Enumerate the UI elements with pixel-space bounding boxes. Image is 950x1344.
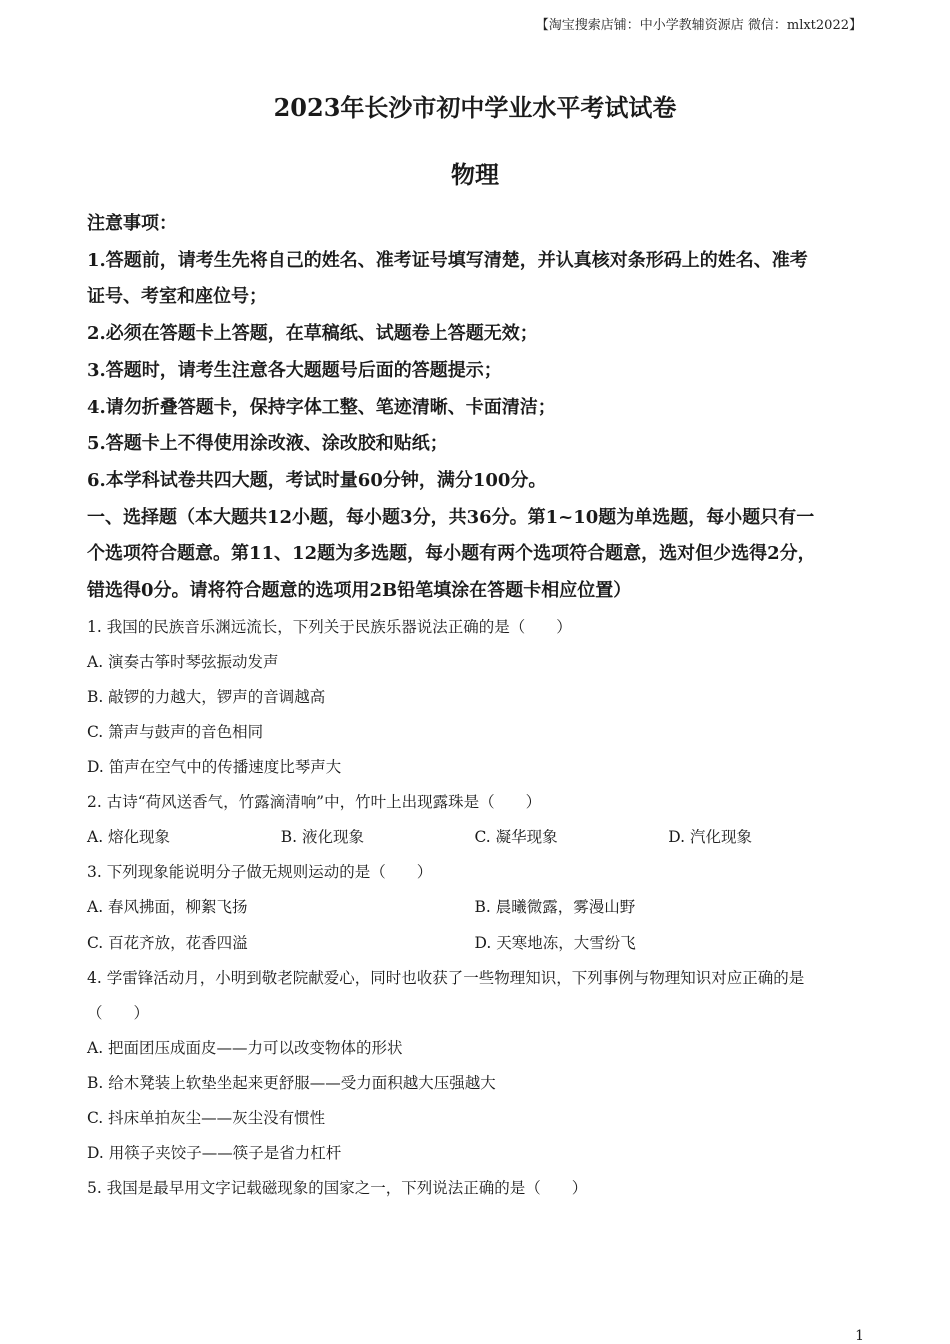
page-number: 1 (855, 1328, 864, 1344)
question-2-stem: 2. 古诗“荷风送香气，竹露滴清响”中，竹叶上出现露珠是（ ） (87, 793, 542, 812)
question-2-option: B. 液化现象 (280, 828, 364, 847)
question-3-option: D. 天寒地冻，大雪纷飞 (474, 933, 636, 952)
question-4-option: D. 用筷子夹饺子——筷子是省力杠杆 (87, 1144, 342, 1163)
question-1-option: C. 箫声与鼓声的音色相同 (87, 723, 264, 742)
notice-item: 5.答题卡上不得使用涂改液、涂改胶和贴纸； (87, 433, 448, 455)
question-4-option: B. 给木凳装上软垫坐起来更舒服——受力面积越大压强越大 (87, 1073, 496, 1092)
question-3-option: A. 春风拂面，柳絮飞扬 (87, 898, 248, 917)
notice-item: 证号、考室和座位号； (87, 286, 267, 308)
question-2-option: D. 汽化现象 (668, 828, 752, 847)
question-3-options-row (87, 926, 862, 961)
header-note: 【淘宝搜索店铺：中小学教辅资源店 微信：mlxt2022】 (535, 18, 862, 33)
exam-title: 2023年长沙市初中学业水平考试试卷 (273, 93, 677, 122)
notice-item: 6.本学科试卷共四大题，考试时量60分钟，满分100分。 (87, 469, 547, 491)
question-3-stem: 3. 下列现象能说明分子做无规则运动的是（ ） (87, 863, 433, 882)
question-2-option: C. 凝华现象 (474, 828, 558, 847)
question-4-stem-bracket: （ ） (87, 1003, 150, 1022)
question-2-options (87, 820, 862, 855)
notice-item: 1.答题前，请考生先将自己的姓名、准考证号填写清楚，并认真核对条形码上的姓名、准考 (87, 249, 808, 271)
exam-content (87, 206, 862, 1206)
section-heading: 一、选择题（本大题共12小题，每小题3分，共36分。第1~10题为单选题，每小题只有一 (87, 506, 815, 528)
notice-item: 2.必须在答题卡上答题，在草稿纸、试题卷上答题无效； (87, 323, 538, 345)
question-4-option: A. 把面团压成面皮——力可以改变物体的形状 (87, 1038, 403, 1057)
question-3-option: B. 晨曦微露，雾漫山野 (474, 898, 636, 917)
question-5-stem: 5. 我国是最早用文字记载磁现象的国家之一，下列说法正确的是（ ） (87, 1179, 588, 1198)
question-2-option: A. 熔化现象 (87, 828, 171, 847)
question-4-stem: 4. 学雷锋活动月，小明到敬老院献爱心，同时也收获了一些物理知识，下列事例与物理知识对应正确的是 (87, 968, 805, 987)
question-1-option: A. 演奏古筝时琴弦振动发声 (87, 652, 279, 671)
question-1-option: B. 敲锣的力越大，锣声的音调越高 (87, 687, 326, 706)
notice-heading: 注意事项： (87, 213, 177, 234)
section-heading: 错选得0分。请将符合题意的选项用2B铅笔填涂在答题卡相应位置） (87, 580, 632, 602)
question-3-options-row (87, 890, 862, 925)
notice-item: 4.请勿折叠答题卡，保持字体工整、笔迹清晰、卡面清洁； (87, 396, 556, 418)
question-1-stem: 1. 我国的民族音乐渊远流长，下列关于民族乐器说法正确的是（ ） (87, 617, 572, 636)
subject-title: 物理 (451, 160, 499, 189)
section-heading: 个选项符合题意。第11、12题为多选题，每小题有两个选项符合题意，选对但少选得2分， (87, 543, 816, 565)
notice-item: 3.答题时，请考生注意各大题题号后面的答题提示； (87, 359, 502, 381)
question-4-option: C. 抖床单拍灰尘——灰尘没有惯性 (87, 1109, 326, 1128)
question-1-option: D. 笛声在空气中的传播速度比琴声大 (87, 758, 342, 777)
question-3-option: C. 百花齐放，花香四溢 (87, 933, 248, 952)
